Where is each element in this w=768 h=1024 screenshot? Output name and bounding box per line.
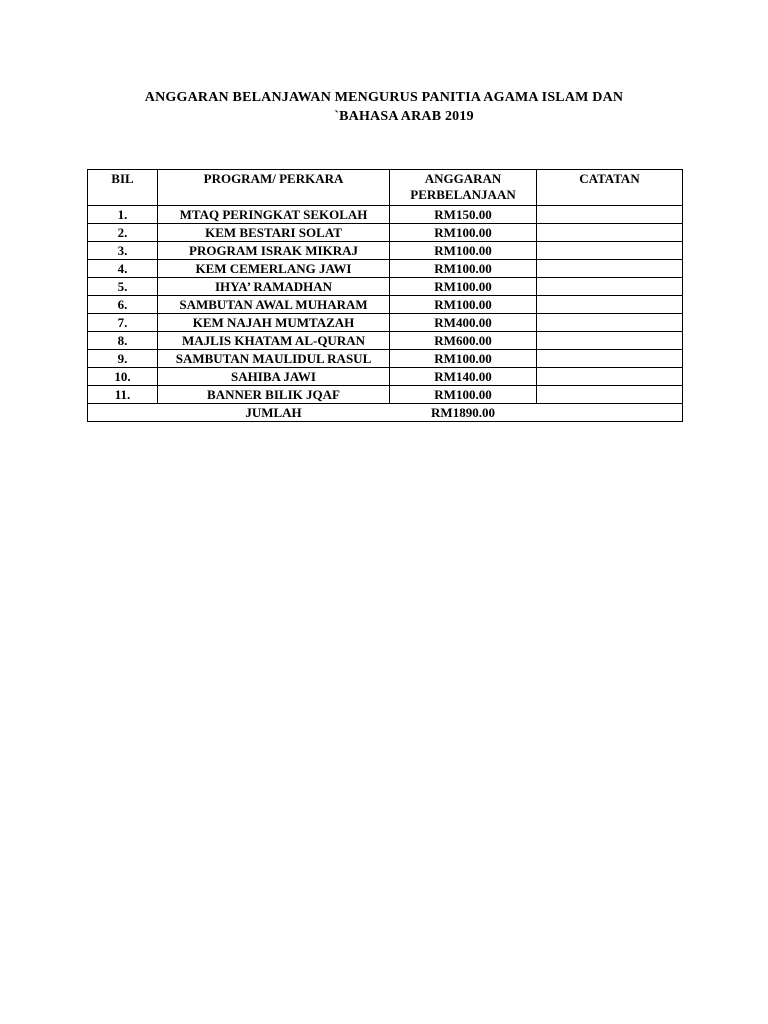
table-header-row [88,170,683,206]
total-amount: RM1890.00 [390,404,537,422]
total-spacer [88,404,158,422]
row-bil: 9. [88,350,158,368]
row-amount: RM100.00 [390,224,537,242]
row-bil: 5. [88,278,158,296]
row-amount: RM100.00 [390,242,537,260]
document-title [0,88,768,126]
row-bil: 3. [88,242,158,260]
row-notes [537,386,683,404]
title-line-1: ANGGARAN BELANJAWAN MENGURUS PANITIA AGAMA ISLAM DAN [144,90,624,105]
table-row [88,386,683,404]
row-notes [537,224,683,242]
header-notes: CATATAN [537,170,683,206]
row-amount: RM100.00 [390,278,537,296]
row-program: BANNER BILIK JQAF [158,386,390,404]
row-amount: RM150.00 [390,206,537,224]
row-notes [537,332,683,350]
row-amount: RM600.00 [390,332,537,350]
row-bil: 8. [88,332,158,350]
row-amount: RM100.00 [390,386,537,404]
title-line-2: `BAHASA ARAB 2019 [334,109,474,124]
row-program: PROGRAM ISRAK MIKRAJ [158,242,390,260]
row-bil: 6. [88,296,158,314]
table-row [88,260,683,278]
row-bil: 2. [88,224,158,242]
row-notes [537,368,683,386]
table-row [88,332,683,350]
row-notes [537,206,683,224]
row-program: SAMBUTAN MAULIDUL RASUL [158,350,390,368]
row-program: SAHIBA JAWI [158,368,390,386]
row-amount: RM400.00 [390,314,537,332]
row-notes [537,314,683,332]
row-program: MAJLIS KHATAM AL-QURAN [158,332,390,350]
header-bil: BIL [88,170,158,206]
table-row [88,224,683,242]
budget-table [87,169,683,422]
total-row [88,404,683,422]
row-program: KEM CEMERLANG JAWI [158,260,390,278]
row-notes [537,350,683,368]
row-notes [537,260,683,278]
row-amount: RM140.00 [390,368,537,386]
table-row [88,368,683,386]
table-row [88,206,683,224]
row-notes [537,242,683,260]
row-bil: 10. [88,368,158,386]
row-bil: 1. [88,206,158,224]
table-row [88,350,683,368]
total-label: JUMLAH [158,404,390,422]
row-program: MTAQ PERINGKAT SEKOLAH [158,206,390,224]
header-program: PROGRAM/ PERKARA [158,170,390,206]
row-bil: 7. [88,314,158,332]
row-amount: RM100.00 [390,350,537,368]
table-row [88,314,683,332]
table-row [88,242,683,260]
row-notes [537,278,683,296]
row-program: KEM NAJAH MUMTAZAH [158,314,390,332]
table-row [88,296,683,314]
header-amount: ANGGARAN PERBELANJAAN [390,170,537,206]
row-program: KEM BESTARI SOLAT [158,224,390,242]
table-row [88,278,683,296]
row-program: IHYA’ RAMADHAN [158,278,390,296]
row-bil: 11. [88,386,158,404]
row-amount: RM100.00 [390,296,537,314]
row-bil: 4. [88,260,158,278]
row-program: SAMBUTAN AWAL MUHARAM [158,296,390,314]
total-notes-spacer [537,404,683,422]
row-notes [537,296,683,314]
row-amount: RM100.00 [390,260,537,278]
